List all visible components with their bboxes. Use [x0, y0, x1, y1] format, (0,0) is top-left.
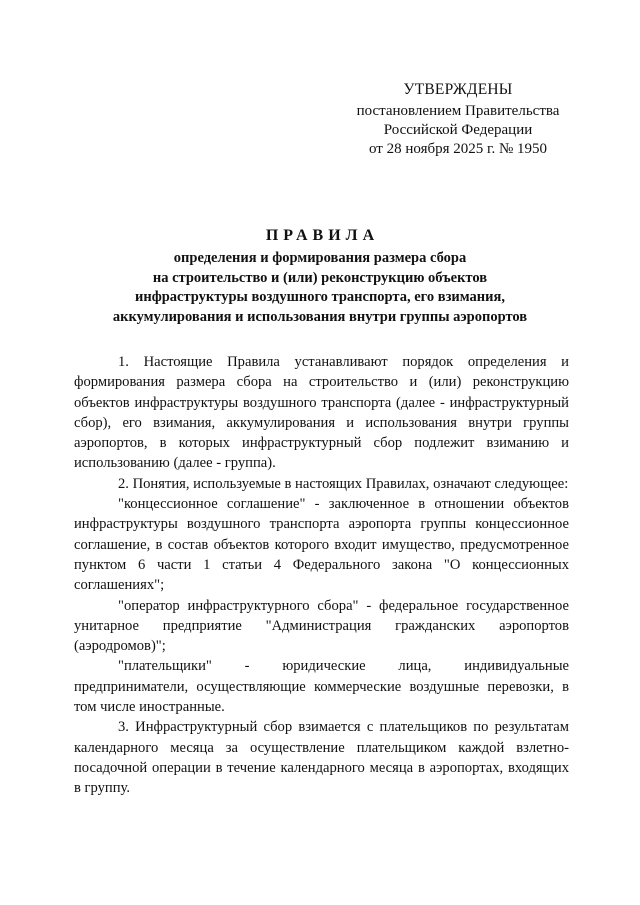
paragraph-1: 1. Настоящие Правила устанавливают порядок определения и формирования размера сбора на строительство и (или) реконструкцию объектов инфраструктуры воздушного транспорта (далее - инфраструктурный сбор), его взимания, аккумулирования и использования внутри группы аэропортов, в которых инфраструктурный сбор подлежит взиманию и использованию (далее - группа). — [74, 354, 569, 472]
paragraph-3: 3. Инфраструктурный сбор взимается с плательщиков по результатам календарного месяца за осуществление плательщиком каждой взлетно-посадочной операции в течение календарного месяца в аэропортах, входящих в группу. — [74, 719, 569, 797]
approval-date-line: от 28 ноября 2025 г. № 1950 — [368, 141, 548, 157]
approval-block — [330, 80, 586, 159]
paragraph-2: 2. Понятия, используемые в настоящих Правилах, означают следующее: — [118, 475, 569, 492]
subtitle-line: на строительство и (или) реконструкцию объектов — [152, 269, 488, 286]
approval-line: Российской Федерации — [383, 122, 533, 138]
definition-concession-agreement: "концессионное соглашение" - заключенное в отношении объектов инфраструктуры воздушного транспорта аэропорта группы концессионное соглашение, в состав объектов которого входит имущество, предусмотренное пунктом 6 части 1 статьи 4 Федерального закона "О концессионных соглашениях"; — [74, 496, 569, 594]
definition-payers: "плательщики" - юридические лица, индивидуальные предприниматели, осуществляющие коммерческие воздушные перевозки, в том числе иностранные. — [74, 658, 569, 716]
document-title: ПРАВИЛА — [265, 227, 380, 244]
subtitle-line: инфраструктуры воздушного транспорта, его взимания, — [135, 289, 505, 305]
approval-title: УТВЕРЖДЕНЫ — [403, 81, 513, 98]
document-subtitle — [60, 249, 580, 327]
subtitle-line: аккумулирования и использования внутри группы аэропортов — [112, 308, 528, 325]
approval-line: постановлением Правительства — [356, 103, 560, 119]
subtitle-line: определения и формирования размера сбора — [173, 250, 467, 266]
document-body — [74, 352, 569, 799]
definition-fee-operator: "оператор инфраструктурного сбора" - федеральное государственное унитарное предприятие "Администрация гражданских аэропортов (аэродромов)"; — [74, 597, 569, 655]
